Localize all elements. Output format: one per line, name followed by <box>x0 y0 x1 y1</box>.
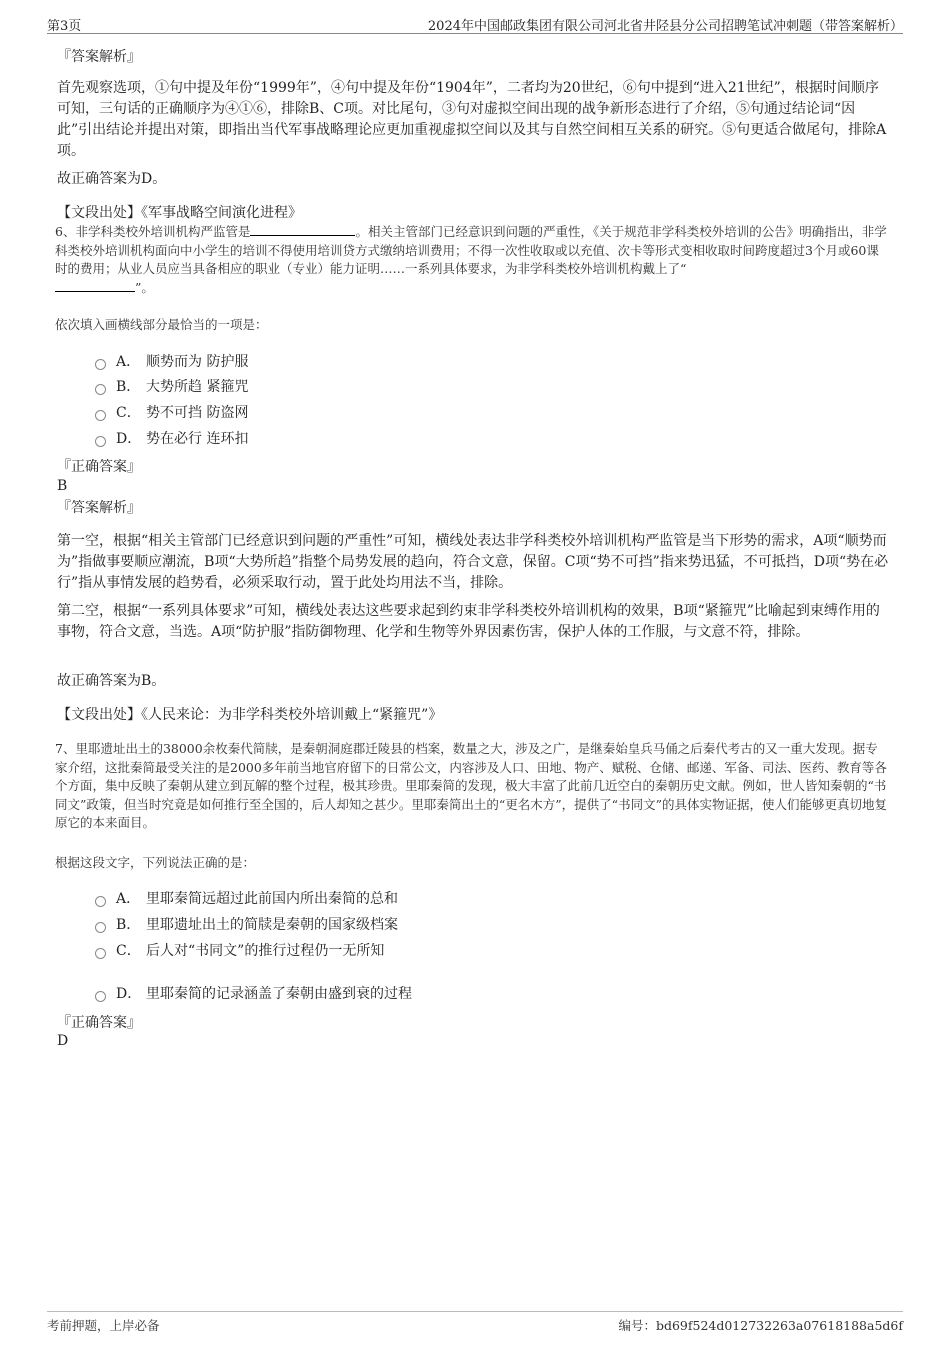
document-title: 2024年中国邮政集团有限公司河北省井陉县分公司招聘笔试冲刺题（带答案解析） <box>427 19 903 34</box>
radio-icon[interactable] <box>95 922 106 933</box>
q6-option-d[interactable]: D． 势在必行 连环扣 <box>95 428 248 450</box>
radio-icon[interactable] <box>95 896 106 907</box>
q7-option-b[interactable]: B． 里耶遗址出土的简牍是秦朝的国家级档案 <box>95 914 398 936</box>
q7-option-c[interactable]: C． 后人对“书同文”的推行过程仍一无所知 <box>95 940 384 962</box>
footer-slogan: 考前押题，上岸必备 <box>47 1318 160 1333</box>
radio-icon[interactable] <box>95 410 106 421</box>
radio-icon[interactable] <box>95 436 106 447</box>
q6-option-c[interactable]: C． 势不可挡 防盗网 <box>95 402 248 424</box>
q6-blank-1 <box>250 223 355 236</box>
q6-conclusion: 故正确答案为B。 <box>57 673 166 689</box>
q6-prompt: 依次填入画横线部分最恰当的一项是： <box>55 317 268 332</box>
page-header <box>47 13 903 34</box>
q7-prompt: 根据这段文字，下列说法正确的是： <box>55 855 256 870</box>
prev-source: 【文段出处】《军事战略空间演化进程》 <box>57 205 302 221</box>
page-footer <box>47 1311 903 1338</box>
q6-option-b[interactable]: B． 大势所趋 紧箍咒 <box>95 376 248 398</box>
q6-answer-label: 『正确答案』 <box>57 459 141 475</box>
q6-stem: 6、非学科类校外培训机构严监管是 。相关主管部门已经意识到问题的严重性，《关于规范非学科类校外培训的公告》明确指出，非学科类校外培训机构面向中小学生的培训不得使用培训贷方式缴纳培训费用；不得一次性收取或以充值、次卡等形式变相收取时间跨度超过3个月或60课时的费用；从业人员应当具备相应的职业（专业）能力证明……一系列具体要求，为非学科类校外培训机构戴上了“ ”。 <box>55 224 887 295</box>
q6-answer: B <box>57 478 68 494</box>
prev-analysis-text: 首先观察选项，①句中提及年份“1999年”，④句中提及年份“1904年”，二者均为20世纪，⑥句中提到“进入21世纪”，根据时间顺序可知，三句话的正确顺序为④①⑥，排除B、C项。对比尾句，③句对虚拟空间出现的战争新形态进行了介绍，⑤句通过结论词“因此”引出结论并提出对策，即指出当代军事战略理论应更加重视虚拟空间以及其与自然空间相互关系的研究。⑤句更适合做尾句，排除A项。 <box>57 80 887 159</box>
radio-icon[interactable] <box>95 948 106 959</box>
q6-analysis-p2: 第二空，根据“一系列具体要求”可知，横线处表达这些要求起到约束非学科类校外培训机构的效果，B项“紧箍咒”比喻起到束缚作用的事物，符合文意，当选。A项“防护服”指防御物理、化学和生物等外界因素伤害，保护人体的工作服，与文意不符，排除。 <box>57 603 880 640</box>
radio-icon[interactable] <box>95 384 106 395</box>
q6-source: 【文段出处】《人民来论：为非学科类校外培训戴上“紧箍咒”》 <box>57 707 443 723</box>
page-number: 第3页 <box>47 19 82 34</box>
q7-stem: 7、里耶遗址出土的38000余枚秦代简牍，是秦朝洞庭郡迁陵县的档案，数量之大，涉及之广，是继秦始皇兵马俑之后秦代考古的又一重大发现。据专家介绍，这批秦简最受关注的是2000多年前当地官府留下的日常公文，内容涉及人口、田地、物产、赋税、仓储、邮递、军备、司法、医药、教育等各个方面，集中反映了秦朝从建立到瓦解的整个过程，极其珍贵。里耶秦简的发现，极大丰富了此前几近空白的秦朝历史文献。例如，世人皆知秦朝的“书同文”政策，但当时究竟是如何推行至全国的，后人却知之甚少。里耶秦简出土的“更名木方”，提供了“书同文”的具体实物证据，使人们能够更真切地复原它的本来面目。 <box>55 741 887 830</box>
radio-icon[interactable] <box>95 991 106 1002</box>
q6-option-a[interactable]: A． 顺势而为 防护服 <box>95 351 248 373</box>
prev-analysis-label: 『答案解析』 <box>57 49 141 65</box>
q7-option-a[interactable]: A． 里耶秦简远超过此前国内所出秦简的总和 <box>95 888 398 910</box>
footer-serial: 编号：bd69f524d012732263a07618188a5d6f <box>618 1318 903 1333</box>
q7-option-d[interactable]: D． 里耶秦简的记录涵盖了秦朝由盛到衰的过程 <box>95 983 412 1005</box>
q7-answer: D <box>57 1033 69 1049</box>
radio-icon[interactable] <box>95 359 106 370</box>
q6-analysis-label: 『答案解析』 <box>57 500 141 516</box>
prev-conclusion: 故正确答案为D。 <box>57 171 167 187</box>
q6-blank-2 <box>55 279 135 292</box>
q6-analysis-p1: 第一空，根据“相关主管部门已经意识到问题的严重性”可知，横线处表达非学科类校外培训机构严监管是当下形势的需求，A项“顺势而为”指做事要顺应潮流，B项“大势所趋”指整个局势发展的趋向，符合文意，保留。C项“势不可挡”指来势迅猛，不可抵挡，D项“势在必行”指从事情发展的趋势看，必须采取行动，置于此处均用法不当，排除。 <box>57 533 889 591</box>
q7-answer-label: 『正确答案』 <box>57 1015 141 1031</box>
